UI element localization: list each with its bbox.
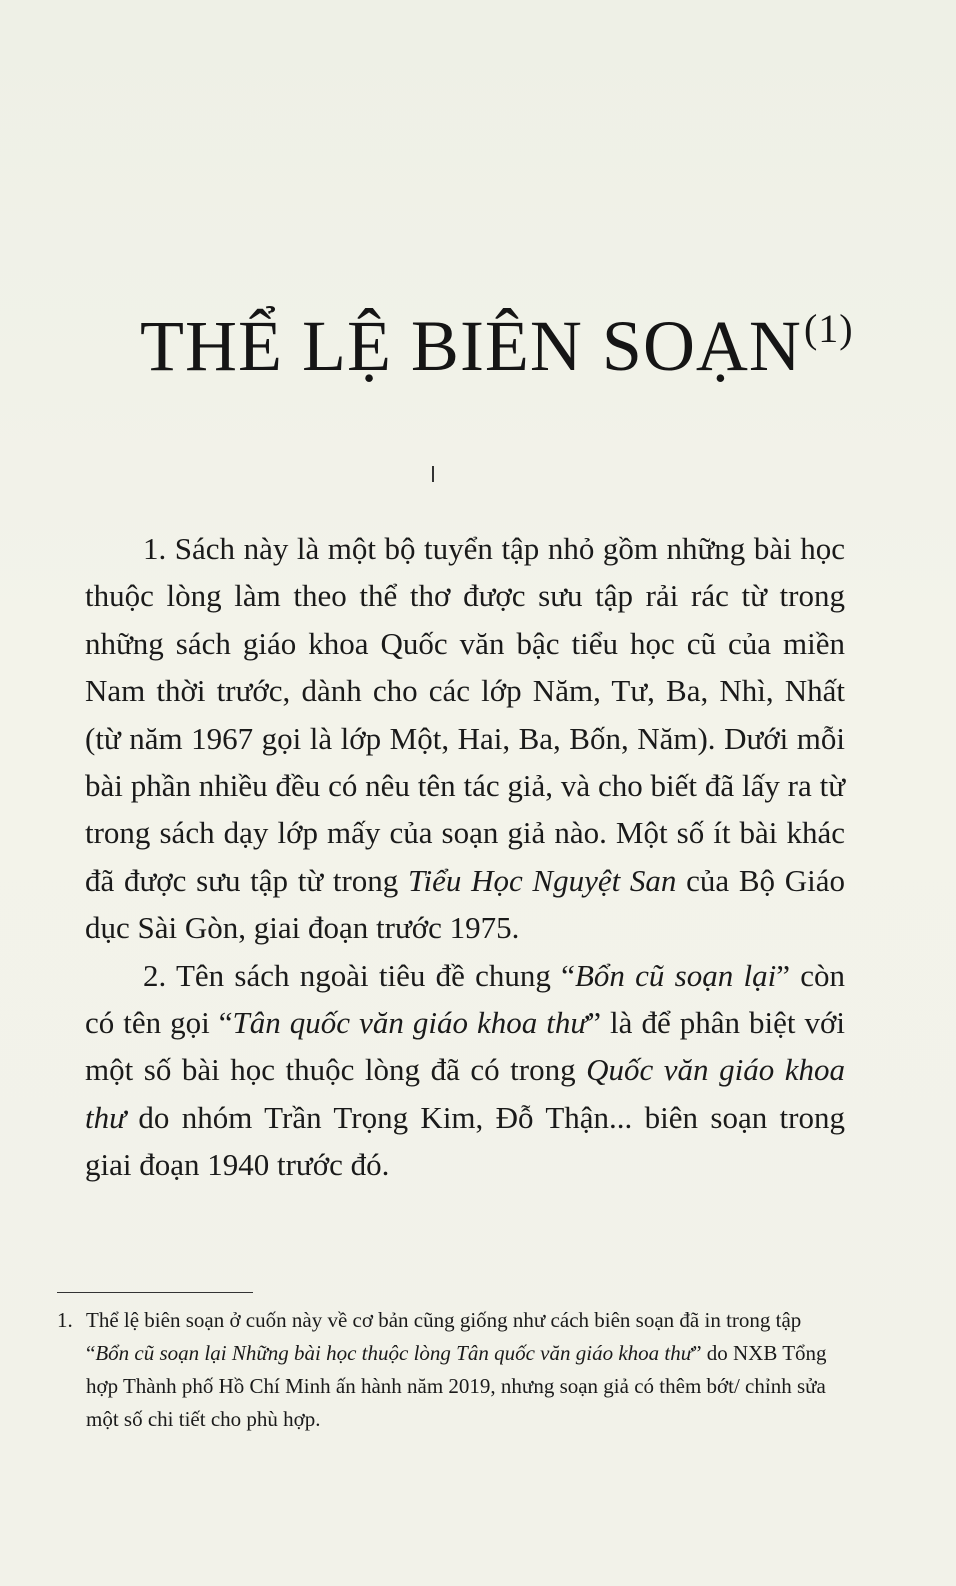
center-marker	[432, 466, 434, 482]
paragraph-2-text-3: ” là để phân biệt với một số bài học thuộc lòng đã có trong	[85, 1005, 845, 1088]
paragraph-2-italic-title-1: Bổn cũ soạn lại	[574, 957, 777, 993]
paragraph-2-italic-title-3: Quốc văn giáo khoa thư	[85, 1052, 845, 1135]
footnote	[57, 1304, 843, 1436]
paragraph-1-text: 1. Sách này là một bộ tuyển tập nhỏ gồm những bài học thuộc lòng làm theo thể thơ được sưu tập rải rác từ trong những sách giáo khoa Quốc văn bậc tiểu học cũ của miền Nam thời trước, dành cho các lớp Năm, Tư, Ba, Nhì, Nhất (từ năm 1967 gọi là lớp Một, Hai, Ba, Bốn, Năm). Dưới mỗi bài phần nhiều đều có nêu tên tác giả, và cho biết đã lấy ra từ trong sách dạy lớp mấy của soạn giả nào. Một số ít bài khác đã được sưu tập từ trong	[85, 531, 845, 898]
paragraph-1	[85, 525, 845, 952]
paragraph-2-text: 2. Tên sách ngoài tiêu đề chung “	[143, 957, 575, 993]
footnote-text-end: ” do NXB Tổng hợp Thành phố Hồ Chí Minh ấn hành năm 2019, nhưng soạn giả có thêm bớt/ chỉnh sửa một số chi tiết cho phù hợp.	[86, 1341, 827, 1431]
paragraph-2	[85, 952, 845, 1189]
title-text: THỂ LỆ BIÊN SOẠN	[140, 306, 802, 386]
paragraph-2-text-end: do nhóm Trần Trọng Kim, Đỗ Thận... biên soạn trong giai đoạn 1940 trước đó.	[85, 1099, 845, 1183]
paragraph-1-text-end: của Bộ Giáo dục Sài Gòn, giai đoạn trước 1975.	[85, 862, 845, 946]
paragraph-2-text-2: ” còn có tên gọi “	[85, 957, 845, 1041]
footnote-number: 1.	[57, 1308, 73, 1332]
page-title	[140, 305, 854, 388]
paragraph-2-italic-title-2: Tân quốc văn giáo khoa thư	[232, 1005, 588, 1041]
footnote-text	[86, 1304, 843, 1436]
paragraph-1-italic-title: Tiểu Học Nguyệt San	[407, 862, 677, 898]
footnote-italic-title: Bổn cũ soạn lại Những bài học thuộc lòng Tân quốc văn giáo khoa thư	[95, 1341, 693, 1365]
body-text	[85, 525, 845, 1189]
footnote-divider	[57, 1292, 253, 1293]
footnote-reference: (1)	[803, 306, 854, 351]
footnote-text-start: Thể lệ biên soạn ở cuốn này về cơ bản cũng giống như cách biên soạn đã in trong tập “	[86, 1308, 802, 1365]
